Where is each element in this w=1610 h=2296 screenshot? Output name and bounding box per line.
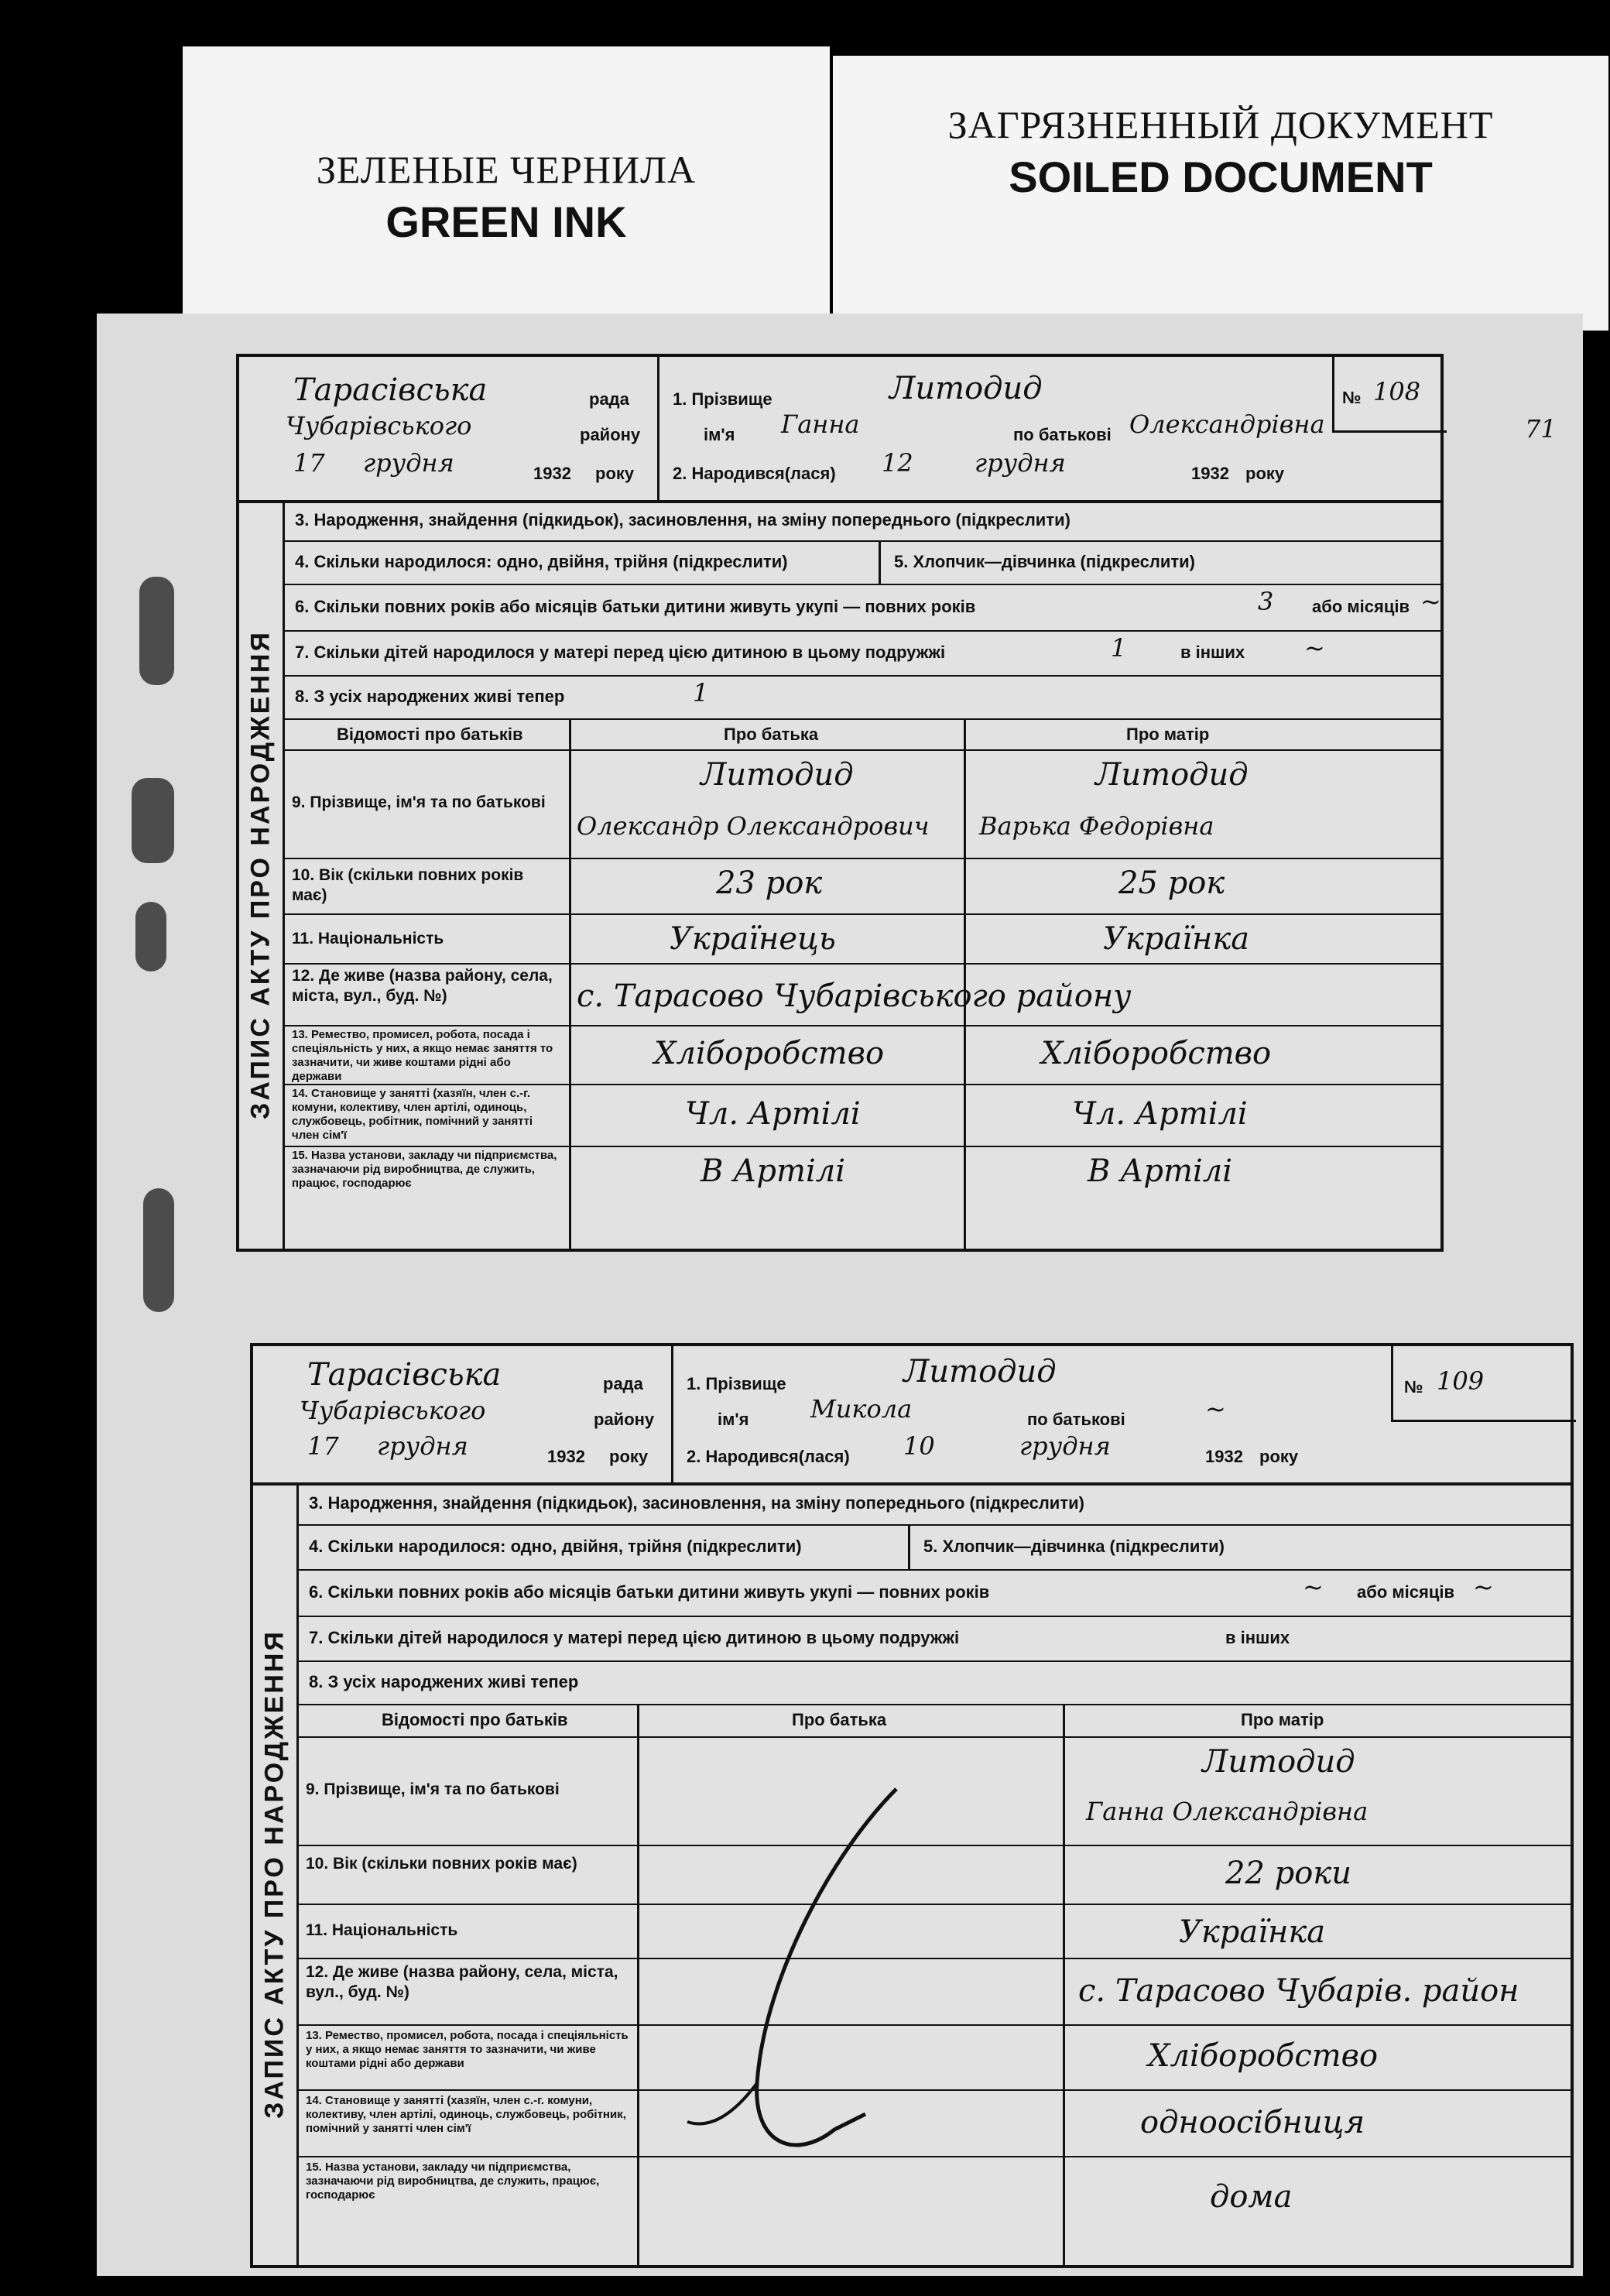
father-nationality: Українець: [670, 921, 836, 957]
stain: [135, 902, 166, 972]
stain: [143, 1188, 174, 1312]
col-mother: Про матір: [1126, 725, 1210, 744]
side-title: ЗАПИС АКТУ ПРО НАРОДЖЕННЯ: [245, 629, 276, 1119]
reg-year: 1932: [547, 1447, 585, 1466]
mother-surname: Литодид: [1202, 1744, 1355, 1780]
mother-occupation: Хліборобство: [1148, 2038, 1379, 2074]
table-row: [283, 1146, 1440, 1249]
side-title: ЗАПИС АКТУ ПРО НАРОДЖЕННЯ: [259, 1629, 289, 2119]
q5-label: 5. Хлопчик—дівчинка (підкреслити): [923, 1537, 1225, 1556]
name-value: Микола: [810, 1394, 913, 1424]
rada-value: Тарасівська: [293, 372, 488, 408]
notice-ru-text: ЗАГРЯЗНЕННЫЙ ДОКУМЕНТ: [947, 103, 1494, 146]
reg-month: грудня: [363, 448, 454, 478]
mother-age: 22 роки: [1225, 1856, 1351, 1891]
table-header: [283, 718, 1440, 751]
father-name: Олександр Олександрович: [577, 811, 930, 841]
roku-label: року: [609, 1447, 649, 1466]
q6-months-label: або місяців: [1357, 1582, 1454, 1602]
stain: [139, 577, 174, 685]
q7-count: 1: [1111, 633, 1127, 663]
divider: [657, 357, 659, 500]
raion-value: Чубарівського: [286, 411, 472, 440]
table-row: [283, 858, 1440, 915]
roku-label: року: [1245, 464, 1285, 483]
number-sign: №: [1342, 388, 1362, 407]
col-mother: Про матір: [1241, 1710, 1324, 1729]
stain: [132, 778, 174, 863]
patronymic-value: ~: [1205, 1394, 1226, 1424]
r12-label: 12. Де живе (назва району, села, міста, вул., буд. №): [306, 1963, 618, 2001]
name-label: ім'я: [718, 1410, 749, 1429]
father-occupation: Хліборобство: [654, 1036, 885, 1071]
table-row: [283, 963, 1440, 1026]
parents-table: [283, 718, 1440, 1249]
mother-occupation: Хліборобство: [1041, 1036, 1272, 1071]
document-sheet: [97, 314, 1583, 2276]
notice-en-text: GREEN INK: [385, 197, 627, 246]
birth-year: 1932: [1191, 464, 1229, 483]
name-label: ім'я: [704, 425, 735, 444]
row-q6: [283, 584, 1440, 632]
col-father: Про батька: [724, 725, 819, 744]
q6-years: 3: [1258, 587, 1274, 616]
col-info: Відомості про батьків: [382, 1710, 568, 1729]
side-title-column: [253, 1482, 299, 2265]
surname-label: 1. Прізвище: [687, 1374, 786, 1393]
row-q4: [283, 540, 1440, 585]
q7-other-label: в інших: [1225, 1628, 1290, 1647]
r11-label: 11. Національність: [292, 930, 444, 948]
patronymic-label: по батькові: [1027, 1410, 1125, 1429]
number-sign: №: [1404, 1377, 1423, 1396]
surname-value: Литодид: [903, 1354, 1057, 1390]
mother-name: Ганна Олександрівна: [1086, 1797, 1368, 1826]
r13-label: 13. Ремество, промисел, робота, посада і спеціяльність у них, а якщо немає заняття то зазначити, чи живе коштами рідні або держави: [306, 2029, 629, 2070]
green-ink-notice: [183, 46, 830, 325]
birth-record-card-2: [250, 1343, 1574, 2268]
roku-label: року: [1259, 1447, 1299, 1466]
table-header: [296, 1704, 1571, 1738]
divider: [908, 1524, 910, 1569]
mother-nationality: Українка: [1103, 921, 1250, 957]
row-q7: [296, 1616, 1571, 1662]
number-box: [1391, 1346, 1576, 1422]
r10-label: 10. Вік (скільки повних років має): [292, 866, 524, 904]
rada-value: Тарасівська: [307, 1357, 502, 1393]
margin-mark: 71: [1525, 414, 1557, 444]
col-father: Про батька: [792, 1710, 887, 1729]
q7-label: 7. Скільки дітей народилося у матері перед цією дитиною в цьому подружжі: [309, 1628, 960, 1647]
row-q8: [283, 675, 1440, 720]
q4-label: 4. Скільки народилося: одно, двійня, трійня (підкреслити): [309, 1537, 802, 1556]
born-label: 2. Народився(лася): [673, 464, 836, 483]
notice-ru-text: ЗЕЛЕНЫЕ ЧЕРНИЛА: [316, 148, 697, 191]
q7-other-label: в інших: [1180, 643, 1245, 662]
table-row: [283, 913, 1440, 965]
father-work: В Артілі: [701, 1153, 845, 1189]
rada-label: рада: [589, 389, 629, 409]
r14-label: 14. Становище у занятті (хазяїн, член с.-г. комуни, колективу, член артілі, одиноць, службовець, робітник, помічний у занятті член сім'ї: [306, 2094, 626, 2135]
record-number: 109: [1437, 1366, 1485, 1396]
divider: [671, 1346, 673, 1482]
row-q8: [296, 1660, 1571, 1705]
q6-years: ~: [1303, 1572, 1324, 1602]
q6-label: 6. Скільки повних років або місяців батьки дитини живуть укупі — повних років: [309, 1582, 990, 1602]
roku-label: року: [595, 464, 635, 483]
mother-surname: Литодид: [1095, 757, 1249, 793]
born-label: 2. Народився(лася): [687, 1447, 850, 1466]
r12-label: 12. Де живе (назва району, села, міста, вул., буд. №): [292, 967, 553, 1005]
patronymic-value: Олександрівна: [1129, 410, 1325, 439]
parents-table: [296, 1704, 1571, 2265]
card-header: [253, 1346, 1571, 1486]
r11-label: 11. Національність: [306, 1921, 458, 1939]
birth-day: 10: [903, 1431, 935, 1461]
birth-record-card-1: [236, 354, 1444, 1252]
table-row: [283, 1084, 1440, 1147]
q5-label: 5. Хлопчик—дівчинка (підкреслити): [894, 552, 1196, 571]
q8-alive: 1: [693, 678, 709, 708]
birth-month: грудня: [975, 448, 1066, 478]
patronymic-label: по батькові: [1013, 425, 1112, 444]
row-q6: [296, 1569, 1571, 1617]
q7-other: ~: [1304, 633, 1325, 663]
raion-value: Чубарівського: [300, 1396, 486, 1425]
q6-months: ~: [1473, 1572, 1494, 1602]
row-q3: [283, 500, 1440, 542]
r10-label: 10. Вік (скільки повних років має): [306, 1855, 577, 1873]
birth-year: 1932: [1205, 1447, 1243, 1466]
q3-label: 3. Народження, знайдення (підкидьок), засиновлення, на зміну попереднього (підкреслити): [309, 1493, 1084, 1513]
q4-label: 4. Скільки народилося: одно, двійня, трійня (підкреслити): [295, 552, 788, 571]
q8-label: 8. З усіх народжених живі тепер: [309, 1672, 579, 1691]
col-info: Відомості про батьків: [337, 725, 523, 744]
mother-age: 25 рок: [1118, 865, 1225, 901]
mother-address: с. Тарасово Чубарів. район: [1078, 1973, 1519, 2009]
father-age: 23 рок: [716, 865, 823, 901]
reg-day: 17: [307, 1431, 339, 1461]
table-row: [283, 1025, 1440, 1085]
surname-value: Литодид: [889, 371, 1043, 406]
reg-day: 17: [293, 448, 325, 478]
q8-label: 8. З усіх народжених живі тепер: [295, 687, 565, 706]
row-q4: [296, 1524, 1571, 1571]
name-value: Ганна: [781, 410, 860, 439]
father-address: с. Тарасово Чубарівського району: [577, 978, 1132, 1014]
r9-label: 9. Прізвище, ім'я та по батькові: [292, 793, 546, 811]
r15-label: 15. Назва установи, закладу чи підприємства, зазначаючи рід виробництва, де служить, працює, господарює: [292, 1149, 557, 1190]
raion-label: району: [594, 1410, 655, 1429]
number-box: [1332, 357, 1447, 433]
mother-status: Чл. Артілі: [1072, 1096, 1248, 1132]
q7-label: 7. Скільки дітей народилося у матері перед цією дитиною в цьому подружжі: [295, 643, 946, 662]
surname-label: 1. Прізвище: [673, 389, 772, 409]
mother-work: дома: [1210, 2179, 1293, 2215]
mother-nationality: Українка: [1179, 1914, 1326, 1950]
birth-month: грудня: [1019, 1431, 1111, 1461]
father-surname: Литодид: [701, 757, 854, 793]
q6-label: 6. Скільки повних років або місяців батьки дитини живуть укупі — повних років: [295, 597, 976, 616]
divider: [879, 540, 881, 584]
soiled-document-notice: [833, 56, 1608, 331]
side-title-column: [239, 500, 285, 1249]
birth-day: 12: [882, 448, 913, 478]
table-row: [283, 749, 1440, 859]
mother-name: Варька Федорівна: [979, 811, 1214, 841]
r14-label: 14. Становище у занятті (хазяїн, член с.-г. комуни, колективу, член артілі, одиноць, службовець, робітник, помічний у занятті член сім'ї: [292, 1087, 533, 1142]
father-status: Чл. Артілі: [685, 1096, 861, 1132]
r13-label: 13. Ремество, промисел, робота, посада і спеціяльність у них, а якщо немає заняття то зазначити, чи живе коштами рідні або держави: [292, 1028, 553, 1083]
q6-months-label: або місяців: [1312, 597, 1410, 616]
r9-label: 9. Прізвище, ім'я та по батькові: [306, 1780, 560, 1798]
notice-en-text: SOILED DOCUMENT: [1009, 152, 1433, 201]
record-number: 108: [1373, 377, 1421, 406]
reg-month: грудня: [377, 1431, 468, 1461]
q3-label: 3. Народження, знайдення (підкидьок), засиновлення, на зміну попереднього (підкреслити): [295, 510, 1070, 529]
row-q7: [283, 630, 1440, 677]
r15-label: 15. Назва установи, закладу чи підприємства, зазначаючи рід виробництва, де служить, працює, господарює: [306, 2161, 600, 2202]
q6-months: ~: [1420, 587, 1441, 616]
raion-label: району: [580, 425, 641, 444]
mother-status: одноосібниця: [1140, 2105, 1365, 2140]
card-header: [239, 357, 1440, 503]
reg-year: 1932: [533, 464, 571, 483]
row-q3: [296, 1482, 1571, 1526]
rada-label: рада: [603, 1374, 643, 1393]
mother-work: В Артілі: [1088, 1153, 1232, 1189]
strike-mark: [641, 1758, 1059, 2191]
